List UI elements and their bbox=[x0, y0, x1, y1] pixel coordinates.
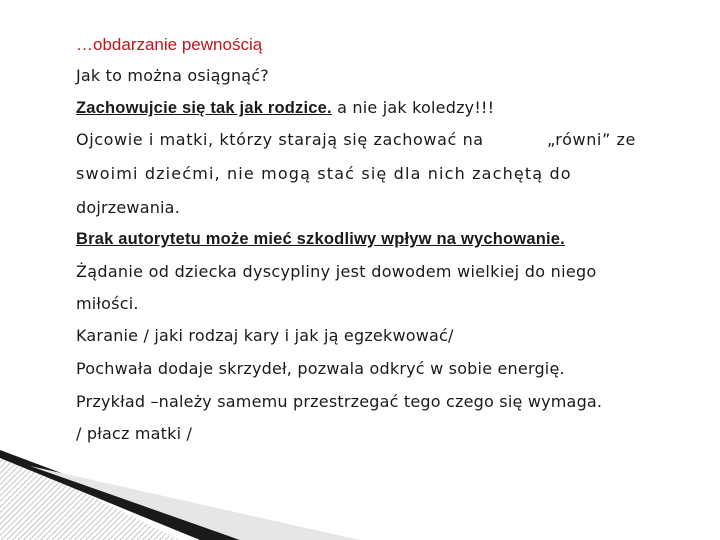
text-line bbox=[76, 130, 636, 149]
text-fragment: a nie jak koledzy!!! bbox=[337, 98, 495, 117]
text-line: Jak to można osiągnąć? bbox=[76, 66, 269, 85]
text-fragment: Ojcowie i matki, którzy starają się zachować na bbox=[76, 130, 484, 149]
text-line: / płacz matki / bbox=[76, 424, 193, 443]
text-line: Żądanie od dziecka dyscypliny jest dowodem wielkiej do niego bbox=[76, 262, 597, 281]
slide-title: …obdarzanie pewnością bbox=[76, 35, 263, 54]
bold-heading: Brak autorytetu może mieć szkodliwy wpływ na wychowanie. bbox=[76, 230, 565, 248]
text-line: Pochwała dodaje skrzydeł, pozwala odkryć w sobie energię. bbox=[76, 359, 565, 378]
text-line bbox=[76, 98, 494, 118]
text-line: miłości. bbox=[76, 294, 139, 313]
text-line: dojrzewania. bbox=[76, 198, 180, 217]
corner-decoration bbox=[0, 450, 360, 540]
text-line: Przykład –należy samemu przestrzegać tego czego się wymaga. bbox=[76, 392, 603, 411]
bold-heading: Zachowujcie się tak jak rodzice. bbox=[76, 99, 332, 117]
text-line: Karanie / jaki rodzaj kary i jak ją egzekwować/ bbox=[76, 326, 454, 345]
text-fragment: „równi” ze bbox=[546, 130, 636, 149]
text-line: swoimi dziećmi, nie mogą stać się dla nich zachętą do bbox=[76, 164, 572, 183]
